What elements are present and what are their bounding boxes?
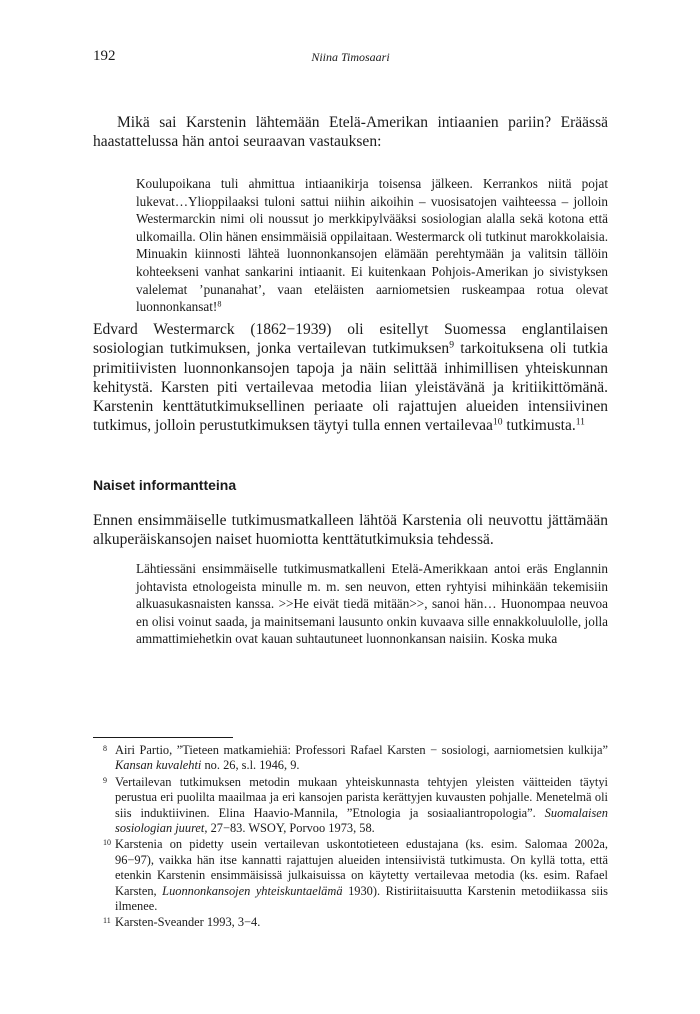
naiset-paragraph: Ennen ensimmäiselle tutkimusmatkalleen lähtöä Karstenia oli neuvottu jättämään alkuperäiskansojen naiset huomiotta kenttätutkimuksia tehdessä. bbox=[93, 512, 608, 549]
footnotes bbox=[93, 743, 608, 932]
footnote-text: 1930). Ristiriitaisuutta Karstenin metodiikassa siis ilmenee. bbox=[115, 883, 609, 914]
footnote-number: 8 bbox=[103, 744, 107, 753]
footnote-text: Airi Partio, ”Tieteen matkamiehiä: Professori Rafael Karsten − sosiologi, aarniometsien kulkija” bbox=[115, 743, 608, 757]
footnote-ref-10[interactable]: 10 bbox=[492, 417, 503, 429]
footnote-text: no. 26, s.l. 1946, 9. bbox=[201, 758, 300, 773]
footnote-title: Luonnonkansojen yhteiskuntaelämä bbox=[162, 883, 343, 898]
footnote-title: Suomalaisen sosiologian juuret, bbox=[115, 805, 608, 836]
paragraph-text: tarkoituksena oli tutkia primitiivisten luonnonkansojen tapoja ja näin selittää inhimillisen yhteiskunnan kehitystä. Karsten piti vertailevaa metodia liian yleistävänä ja kritiikittömänä. Karstenin kenttätutkimuksellinen periaate oli rajattujen alueiden intensiivinen tutkimus, jolloin perustutkimuksen täytyi tulla ennen vertailevaa bbox=[93, 340, 608, 435]
footnote-ref-9[interactable]: 9 bbox=[449, 340, 454, 352]
intro-paragraph: Mikä sai Karstenin lähtemään Etelä-Amerikan intiaanien pariin? Eräässä haastattelussa hän antoi seuraavan vastauksen: bbox=[93, 114, 608, 151]
footnote-number: 11 bbox=[103, 916, 111, 926]
footnote-ref-11[interactable]: 11 bbox=[575, 417, 585, 429]
paragraph-text: Edvard Westermarck (1862−1939) oli esitellyt Suomessa englantilaisen sosiologian tutkimuksen, jonka vertailevan tutkimuksen bbox=[93, 321, 608, 358]
section-heading: Naiset informantteina bbox=[93, 477, 237, 493]
block-quote-1 bbox=[136, 175, 608, 316]
footnote-10 bbox=[93, 837, 608, 914]
block-quote-2: Lähtiessäni ensimmäiselle tutkimusmatkalleni Etelä-Amerikkaan antoi eräs Englannin johtavista etnologeista minulle m. m. sen neuvon, etten ryhtyisi mihinkään tekemisiin alkuasukasnaisten kanssa. >>He eivät tiedä mitään>>, sanoi hän… Huonompaa neuvoa en olisi voinut saada, ja mainitsemani lausunto onkin kuvaava sille ennakkoluulolle, jolla ammattimiehetkin ovat kauan suhtautuneet luonnonkansan naisiin. Koska muka bbox=[136, 561, 608, 647]
footnote-8 bbox=[93, 743, 608, 774]
footnote-text: 27−83. WSOY, Porvoo 1973, 58. bbox=[207, 821, 375, 836]
quote-1-text: Koulupoikana tuli ahmittua intiaanikirja toisensa jälkeen. Kerrankos niitä pojat lukevat…Ylioppilaaksi tuloni sattui niihin aikoihin – vuosisatojen vaihteessa – jolloin Westermarckin nimi oli noussut jo merkkipylvääksi sosiologian alalla sekä kotona että ulkomailla. Olin hänen ensimmäisiä oppilaitaan. Westermarck oli tutkinut marokkolaisia. Minuakin kiinnosti lähteä luonnonkansojen elämään perehtymään ja valitsin tällöin kohteekseni vanhat sankarini intiaanit. Ei kuitenkaan Pohjois-Amerikan jo sivistyksen valelemat ’punanahat’, vaan eteläisten aarniometsien ruskeampaa rotua olevat luonnonkansat! bbox=[136, 176, 608, 315]
footnote-11 bbox=[93, 915, 608, 930]
page-header bbox=[93, 48, 608, 68]
footnote-title: Kansan kuvalehti bbox=[115, 758, 202, 773]
paragraph-text: tutkimusta. bbox=[502, 417, 576, 435]
footnote-9 bbox=[93, 775, 608, 837]
footnote-number: 10 bbox=[103, 838, 111, 848]
footnote-divider bbox=[93, 737, 233, 738]
footnote-number: 9 bbox=[103, 775, 107, 785]
footnote-text: Karsten-Sveander 1993, 3−4. bbox=[115, 915, 261, 930]
footnote-ref-8[interactable]: 8 bbox=[217, 299, 222, 309]
westermarck-paragraph bbox=[93, 320, 608, 436]
page-number: 192 bbox=[93, 48, 116, 64]
footnote-text: Vertailevan tutkimuksen metodin mukaan yhteiskunnasta tehtyjen yleisten väitteiden täytyi perustua eri puolilta maailmaa ja eri kansojen parista kerättyjen kuvausten pohjalle. Menetelmä oli siis induktiivinen. Elina Haavio-Mannila, ”Etnologia ja sosiaaliantropologia”. bbox=[115, 774, 608, 820]
running-head: Niina Timosaari bbox=[311, 50, 390, 64]
footnote-text: Karstenia on pidetty usein vertailevan uskontotieteen edustajana (ks. esim. Salomaa 2002a, 96−97), vaikka hän itse kannatti rajattujen alueiden intensiivistä tutkimusta. On kyllä totta, että etenkin Karstenin ensimmäisissä julkaisuissa on käytetty vertailevaa metodia (ks. esim. Rafael Karsten, bbox=[115, 837, 608, 898]
